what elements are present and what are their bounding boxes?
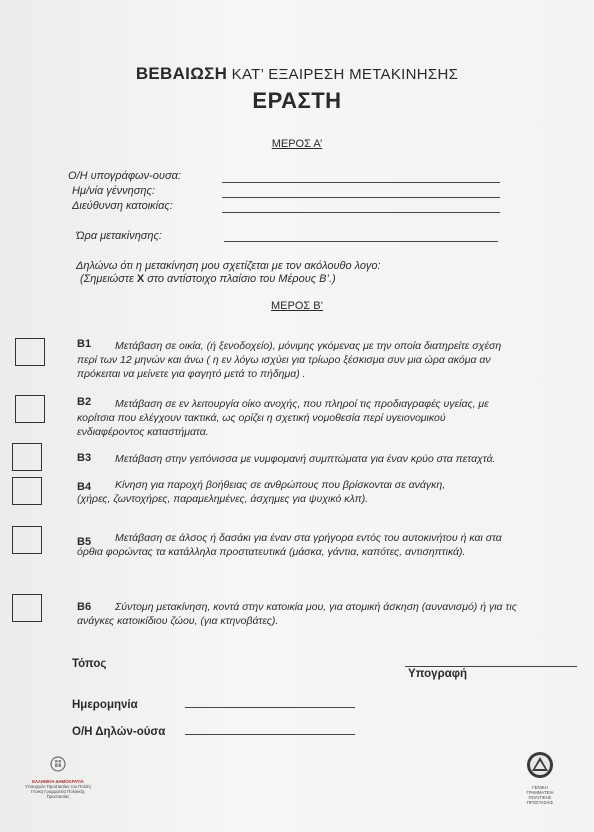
date-label: Ημερομηνία	[72, 699, 138, 711]
civil-protection-logo	[520, 750, 560, 805]
signature-line[interactable]	[405, 666, 577, 667]
item-b1-line3: πρόκειται να μείνετε για φαγητό μετά το πήδημα) .	[77, 368, 306, 380]
document-title-line1	[0, 64, 594, 84]
logo-right-line2: ΠΟΛΙΤΙΚΗΣ ΠΡΟΣΤΑΣΙΑΣ	[526, 795, 554, 805]
item-b2-line2: κορίτσια που ελέγχουν τακτικά, ως ορίζει η σχετική νομοθεσία περί υγειονομικού	[77, 412, 446, 424]
birth-label: Ημ/νία γέννησης:	[72, 185, 155, 197]
place-label: Τόπος	[72, 658, 107, 670]
checkbox-b5[interactable]	[12, 526, 42, 554]
declarant-line[interactable]	[185, 734, 355, 735]
item-b4-line2: (χήρες, ζωντοχήρες, παραμελημένες, άσχημες για ψυχικό κλπ).	[77, 493, 369, 505]
part-b-heading: ΜΕΡΟΣ Β’	[270, 300, 324, 312]
checkbox-b3[interactable]	[12, 443, 42, 471]
date-line[interactable]	[185, 707, 355, 708]
civil-protection-emblem-icon	[520, 750, 560, 780]
item-b5-line1: Μετάβαση σε άλσος ή δασάκι για έναν στα γρήγορα εντός του αυτοκινήτου ή και στα	[115, 532, 502, 544]
item-code-b5: Β5	[77, 536, 92, 548]
item-code-b4: Β4	[77, 481, 92, 493]
item-b1-line2: περί των 12 μηνών και άνω ( η εν λόγω ισχύει για τρίωρο ξέσκισμα συν μια ώρα ακόμα αν	[77, 354, 491, 366]
item-code-b1: Β1	[77, 338, 92, 350]
logo-right-line1: ΓΕΝΙΚΗ ΓΡΑΜΜΑΤΕΙΑ	[526, 785, 554, 795]
signer-label: Ο/Η υπογράφων-ουσα:	[68, 170, 181, 182]
title-first-word: ΒΕΒΑΙΩΣΗ	[135, 64, 228, 83]
checkbox-b1[interactable]	[15, 338, 45, 366]
title-rest: ΚΑΤ’ ΕΞΑΙΡΕΣΗ ΜΕΤΑΚΙΝΗΣΗΣ	[227, 66, 459, 83]
checkbox-b2[interactable]	[15, 395, 45, 423]
part-a-heading: ΜΕΡΟΣ Α’	[271, 138, 323, 150]
hellenic-republic-logo	[20, 754, 96, 799]
item-b6-line1: Σύντομη μετακίνηση, κοντά στην κατοικία μου, για ατομική άσκηση (αυνανισμό) ή για τις	[115, 601, 517, 613]
item-code-b6: Β6	[77, 601, 92, 613]
checkbox-b6[interactable]	[12, 594, 42, 622]
birth-line[interactable]	[222, 197, 500, 198]
signature-label: Υπογραφή	[408, 668, 468, 680]
item-b6-line2: ανάγκες κατοικίδιου ζώου, (για κτηνοβάτες).	[77, 615, 279, 627]
declaration-pre: (Σημειώστε	[80, 273, 137, 285]
address-line[interactable]	[222, 212, 500, 213]
item-b4-line1: Κίνηση για παροχή βοήθειας σε ανθρώπους που βρίσκονται σε ανάγκη,	[115, 479, 446, 491]
item-b2-line3: ενδιαφέροντος καταστήματα.	[77, 426, 209, 438]
address-label: Διεύθυνση κατοικίας:	[72, 200, 173, 212]
item-b5-line2: όρθια φορώντας τα κατάλληλα προστατευτικά (μάσκα, γάντια, καπότες, αντισηπτικά).	[77, 546, 466, 558]
time-line[interactable]	[224, 241, 498, 242]
time-label: Ώρα μετακίνησης:	[76, 230, 162, 242]
declaration-x: Χ	[136, 273, 145, 285]
item-code-b3: Β3	[77, 452, 92, 464]
declaration-post: στο αντίστοιχο πλαίσιο του Μέρους Β’.)	[144, 273, 336, 285]
item-code-b2: Β2	[77, 396, 92, 408]
signer-line[interactable]	[222, 182, 500, 183]
item-b3-line1: Μετάβαση στην γειτόνισσα με νυμφομανή συμπτώματα για έναν κρύο στα πεταχτά.	[115, 453, 496, 465]
declarant-label: Ο/Η Δηλών-ούσα	[72, 726, 166, 738]
logo-left-line3: Γενική Γραμματεία Πολιτικής Προστασίας	[31, 789, 85, 799]
logo-left-line1: ΕΛΛΗΝΙΚΗ ΔΗΜΟΚΡΑΤΙΑ	[32, 779, 84, 784]
document-title-line2: ΕΡΑΣΤΗ	[252, 88, 342, 113]
checkbox-b4[interactable]	[12, 477, 42, 505]
declaration-line2	[80, 273, 336, 285]
declaration-line1: Δηλώνω ότι η μετακίνηση μου σχετίζεται με τον ακόλουθο λογο:	[76, 260, 381, 272]
item-b1-line1: Μετάβαση σε οικία, (ή ξενοδοχείο), μόνιμης γκόμενας με την οποία διατηρείτε σχέση	[115, 340, 502, 352]
logo-left-line2: Υπουργείο Προστασίας του Πολίτη	[25, 784, 91, 789]
item-b2-line1: Μετάβαση σε εν λειτουργία οίκο ανοχής, που πληροί τις προδιαγραφές υγείας, με	[115, 398, 489, 410]
greek-emblem-icon	[20, 754, 96, 774]
